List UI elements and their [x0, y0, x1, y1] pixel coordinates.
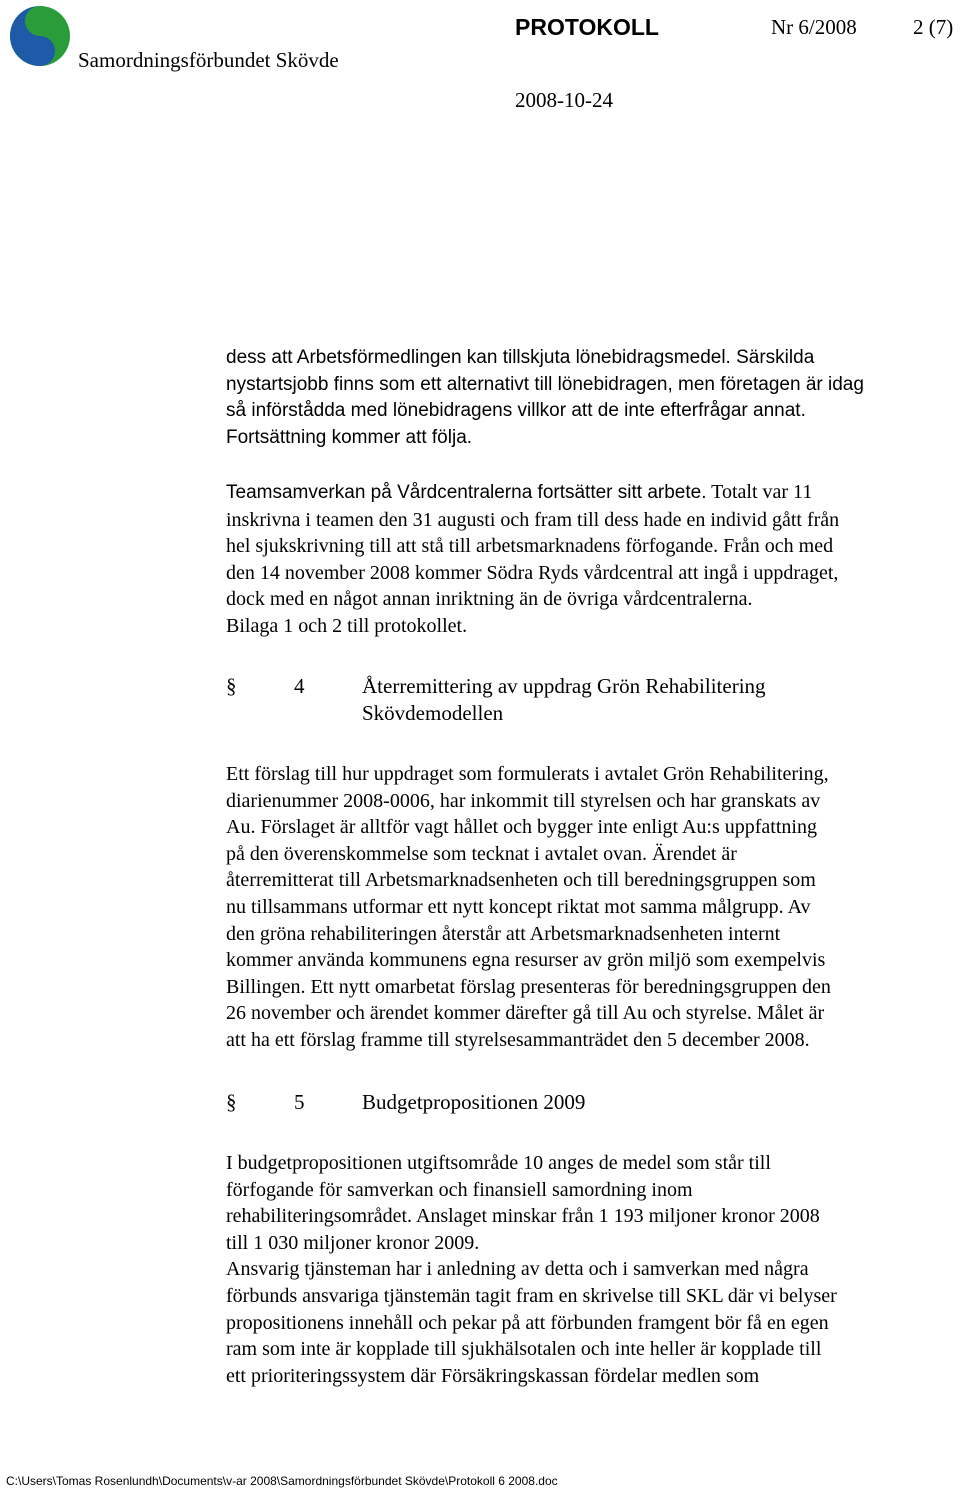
circle-logo-icon — [9, 5, 71, 67]
document-number: Nr 6/2008 — [771, 15, 857, 39]
paragraph-lead-text: Teamsamverkan på Vårdcentralerna fortsätter sitt arbete. — [226, 482, 707, 503]
footer-file-path: C:\Users\Tomas Rosenlundh\Documents\v-ar 2008\Samordningsförbundet Skövde\Protokoll 6 2008.doc — [6, 1474, 558, 1488]
section-mark: § — [226, 674, 237, 698]
paragraph-text: I budgetpropositionen utgiftsområde 10 anges de medel som står till förfogande för samverkan och finansiell samordning inom rehabiliteringsområdet. Anslaget minskar från 1 193 miljoner kronor 2008 till 1 030 miljoner kronor 2009. Ansvarig tjänsteman har i anledning av detta och i samverkan med några förbunds ansvariga tjänstemän tagit fram en skrivelse till SKL där vi belyser propositionens innehåll och pekar på att förbunden framgent bör få en egen ram som inte är kopplade till sjukhälsotalen och inte heller är kopplade till ett prioriteringssystem där Försäkringskassan fördelar medlen som — [226, 1152, 837, 1387]
section-heading-5 — [226, 1089, 946, 1117]
document-title: PROTOKOLL — [515, 14, 659, 40]
page-number: 2 (7) — [913, 15, 954, 39]
paragraph-budgetpropositionen — [226, 1150, 946, 1389]
section-number: 4 — [294, 674, 305, 698]
document-date: 2008-10-24 — [515, 88, 613, 112]
section-heading-4 — [226, 673, 946, 729]
paragraph-text: Ett förslag till hur uppdraget som formulerats i avtalet Grön Rehabilitering, diarienummer 2008-0006, har inkommit till styrelsen och har granskats av Au. Förslaget är alltför vagt hållet och bygger inte enligt Au:s uppfattning på den överenskommelse som tecknat i avtalet ovan. Ärendet är återremitterat till Arbetsmarknadsenheten och till beredningsgruppen som nu tillsammans utformar ett nytt koncept riktat mot samma målgrupp. Av den gröna rehabiliteringen återstår att Arbetsmarknadsenheten internt kommer använda kommunens egna resurser av grön miljö som exempelvis Billingen. Ett nytt omarbetat förslag presenteras för beredningsgruppen den 26 november och ärendet kommer därefter gå till Au och styrelse. Målet är att ha ett förslag framme till styrelsesammanträdet den 5 december 2008. — [226, 763, 831, 1051]
paragraph-text: Totalt var 11 inskrivna i teamen den 31 augusti och fram till dess hade en individ gått från hel sjukskrivning till att stå till arbetsmarknadens förfogande. Från och med den 14 november 2008 kommer Södra Ryds vårdcentral att ingå i uppdraget, dock med en något annan inriktning än de övriga vårdcentralerna. Bilaga 1 och 2 till protokollet. — [226, 481, 840, 637]
paragraph-teamsamverkan — [226, 479, 946, 640]
section-title: Återremittering av uppdrag Grön Rehabilitering Skövdemodellen — [362, 674, 766, 725]
section-mark: § — [226, 1090, 237, 1114]
paragraph-text: dess att Arbetsförmedlingen kan tillskjuta lönebidragsmedel. Särskilda nystartsjobb finns som ett alternativt till lönebidragen, men företagen är idag så införstådda med lönebidragens villkor att de inte efterfrågar annat. Fortsättning kommer att följa. — [226, 347, 864, 448]
section-title: Budgetpropositionen 2009 — [362, 1090, 586, 1114]
organization-name: Samordningsförbundet Skövde — [78, 48, 339, 72]
section-number: 5 — [294, 1090, 305, 1114]
paragraph-lonebidrag — [226, 345, 946, 451]
paragraph-gron-rehabilitering — [226, 761, 946, 1054]
